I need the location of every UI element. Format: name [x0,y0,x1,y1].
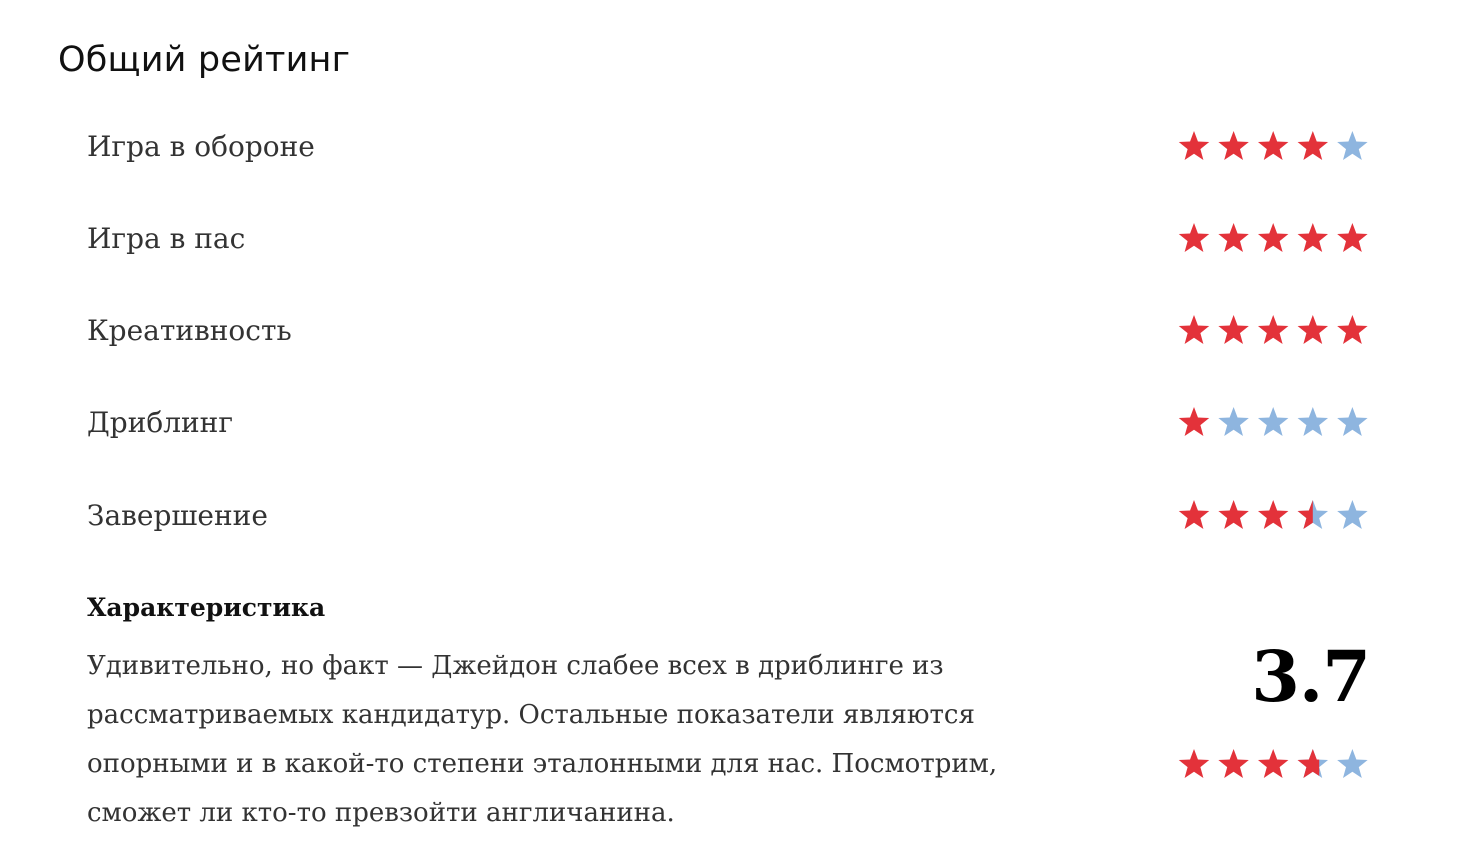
star-rating [1176,130,1372,164]
star-half-icon [1298,749,1328,778]
rating-row-defense [87,122,1372,172]
star-filled-icon [1179,315,1209,344]
star-empty-icon [1337,749,1367,778]
rating-row-dribbling [87,398,1372,448]
star-empty-icon [1218,407,1248,436]
star-filled-icon [1298,315,1328,344]
star-empty-icon [1337,407,1367,436]
star-empty-icon [1337,500,1367,529]
star-filled-icon [1179,407,1209,436]
stars-svg [1176,222,1372,256]
star-rating [1176,499,1372,533]
star-half-icon [1298,500,1328,529]
star-filled-icon [1298,223,1328,252]
star-rating [1176,314,1372,348]
rating-row-creativity [87,306,1372,356]
star-filled-icon [1258,315,1288,344]
characteristic-title: Характеристика [87,593,326,622]
stars-svg [1176,130,1372,164]
star-filled-icon [1179,223,1209,252]
star-rating [1176,406,1372,440]
overall-star-rating [1176,748,1372,782]
star-filled-icon [1258,131,1288,160]
star-filled-icon [1218,223,1248,252]
star-filled-icon [1337,315,1367,344]
star-filled-icon [1218,749,1248,778]
rating-label: Завершение [87,499,268,532]
star-filled-icon [1337,223,1367,252]
rating-label: Игра в пас [87,222,246,255]
rating-label: Дриблинг [87,406,233,439]
star-filled-icon [1179,500,1209,529]
star-filled-icon [1179,131,1209,160]
star-filled-icon [1258,749,1288,778]
characteristic-text: Удивительно, но факт — Джейдон слабее всех в дриблинге из рассматриваемых кандидатур. Остальные показатели являются опорными и в какой-то степени эталонными для нас. Посмотрим, сможет ли кто-то превзойти англичанина. [87,651,998,828]
rating-row-finishing [87,491,1372,541]
star-filled-icon [1258,500,1288,529]
stars-svg [1176,314,1372,348]
star-empty-icon [1258,407,1288,436]
overall-score: 3.7 [1251,635,1370,718]
rating-label: Игра в обороне [87,130,315,163]
stars-svg [1176,748,1372,782]
star-empty-icon [1298,407,1328,436]
star-rating [1176,222,1372,256]
star-filled-icon [1298,131,1328,160]
star-filled-icon [1179,749,1209,778]
star-filled-icon [1218,500,1248,529]
stars-svg [1176,406,1372,440]
star-filled-icon [1218,315,1248,344]
rating-row-passing [87,214,1372,264]
stars-svg [1176,499,1372,533]
star-filled-icon [1218,131,1248,160]
section-title: Общий рейтинг [58,40,351,80]
star-empty-icon [1337,131,1367,160]
rating-label: Креативность [87,314,292,347]
star-filled-icon [1258,223,1288,252]
